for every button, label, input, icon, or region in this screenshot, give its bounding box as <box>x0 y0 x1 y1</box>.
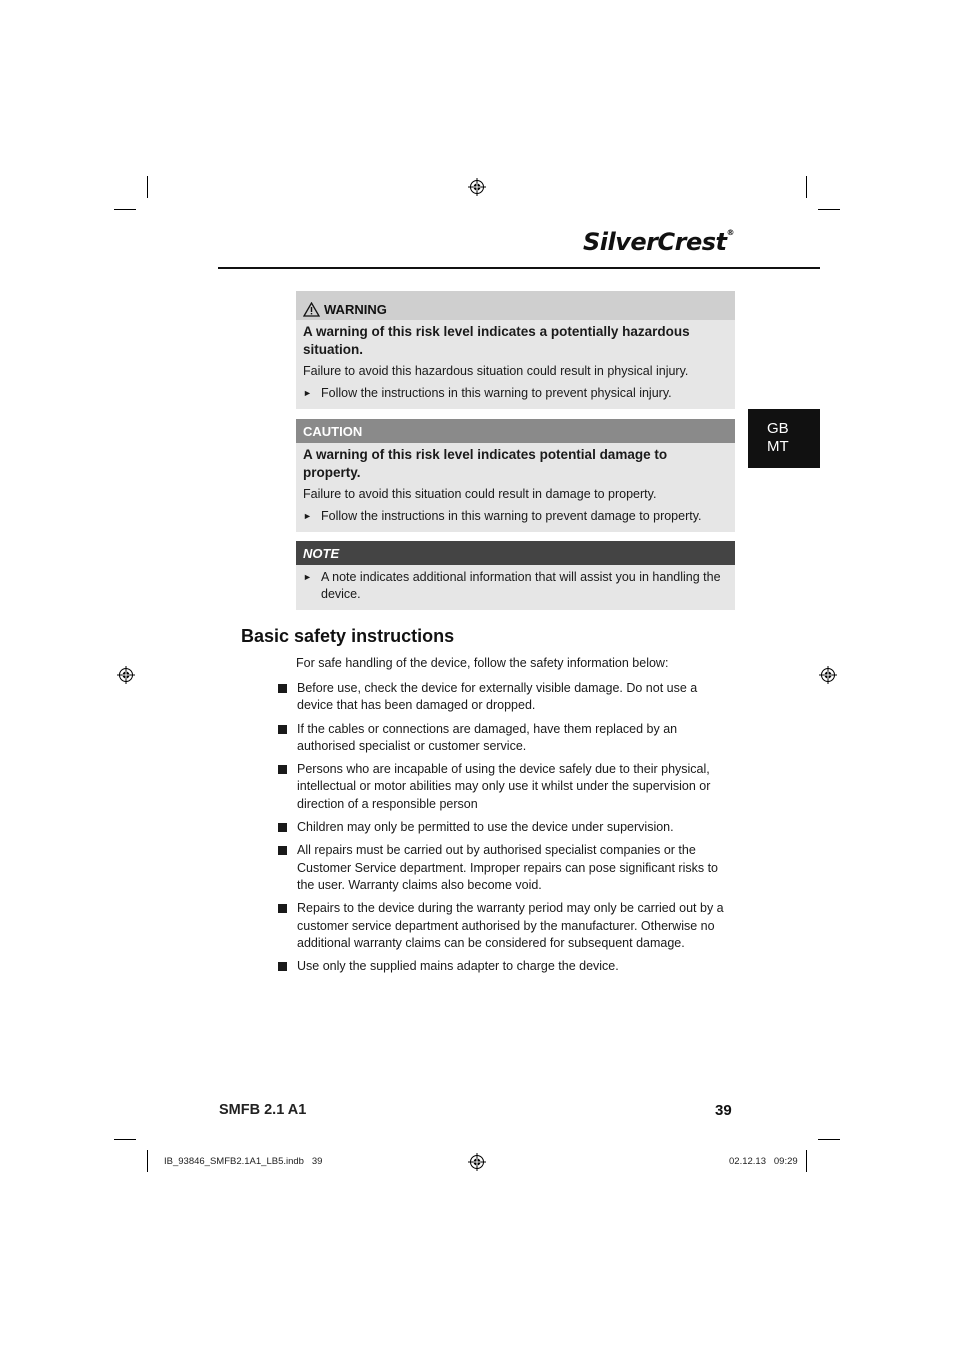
caution-box <box>296 419 735 532</box>
crop-mark <box>818 209 840 210</box>
footer-model: SMFB 2.1 A1 <box>219 1102 307 1118</box>
warning-heading: WARNING <box>324 302 387 317</box>
page-number: 39 <box>715 1102 732 1119</box>
crop-mark <box>147 1150 148 1172</box>
square-bullet-icon <box>278 846 287 855</box>
caution-instruction-text: Follow the instructions in this warning to prevent damage to property. <box>321 509 702 523</box>
bullet-text: All repairs must be carried out by authorised specialist companies or the Customer Service department. Improper repairs can pose significant risks to the user. Warranty claims also become void. <box>297 843 719 892</box>
crop-mark <box>114 209 136 210</box>
language-tab <box>748 409 820 468</box>
list-item <box>277 819 732 836</box>
crop-mark <box>806 1150 807 1172</box>
note-instruction-text: A note indicates additional information that will assist you in handling the device. <box>321 570 721 601</box>
caution-lead: A warning of this risk level indicates potential damage to property. <box>303 447 668 480</box>
safety-bullet-list <box>277 680 732 981</box>
note-header <box>296 541 735 565</box>
registration-mark-icon <box>468 178 486 196</box>
caution-body <box>296 443 735 532</box>
warning-header <box>296 291 735 320</box>
list-item <box>277 900 732 952</box>
caution-instruction <box>303 508 725 525</box>
square-bullet-icon <box>278 962 287 971</box>
list-item <box>277 842 732 894</box>
warning-box <box>296 291 735 409</box>
square-bullet-icon <box>278 725 287 734</box>
note-box <box>296 541 735 610</box>
crop-mark <box>818 1139 840 1140</box>
bullet-text: If the cables or connections are damaged, have them replaced by an authorised specialist or customer service. <box>297 721 678 753</box>
note-heading: NOTE <box>303 546 340 561</box>
caution-header <box>296 419 735 443</box>
square-bullet-icon <box>278 823 287 832</box>
file-slug: IB_93846_SMFB2.1A1_LB5.indb 39 <box>164 1156 323 1167</box>
header-rule <box>218 267 820 269</box>
list-item <box>277 680 732 715</box>
crop-mark <box>806 176 807 198</box>
brand-logo <box>583 228 734 256</box>
language-code-gb: GB <box>767 420 789 437</box>
warning-triangle-icon <box>303 302 320 317</box>
section-title: Basic safety instructions <box>241 626 455 646</box>
list-item <box>277 721 732 756</box>
language-code-mt: MT <box>767 438 789 455</box>
list-item <box>277 958 732 975</box>
section-intro: For safe handling of the device, follow the safety information below: <box>296 656 669 670</box>
warning-text: Failure to avoid this hazardous situation could result in physical injury. <box>303 364 689 378</box>
caution-heading: CAUTION <box>303 424 363 439</box>
crop-mark <box>147 176 148 198</box>
registration-mark-icon <box>117 666 135 684</box>
warning-body <box>296 320 735 409</box>
square-bullet-icon <box>278 684 287 693</box>
print-timestamp: 02.12.13 09:29 <box>729 1156 798 1167</box>
bullet-text: Before use, check the device for externally visible damage. Do not use a device that has been damaged or dropped. <box>297 681 698 713</box>
brand-registered-mark: ® <box>726 228 734 237</box>
square-bullet-icon <box>278 904 287 913</box>
bullet-text: Persons who are incapable of using the device safely due to their physical, intellectual or motor abilities may only use it whilst under the supervision or direction of a responsible person <box>297 762 711 811</box>
registration-mark-icon <box>468 1153 486 1171</box>
warning-instruction-text: Follow the instructions in this warning to prevent physical injury. <box>321 386 672 400</box>
square-bullet-icon <box>278 765 287 774</box>
caution-text: Failure to avoid this situation could result in damage to property. <box>303 487 657 501</box>
arrow-right-icon: ► <box>303 388 312 398</box>
note-body <box>296 565 735 610</box>
list-item <box>277 761 732 813</box>
warning-instruction <box>303 385 725 402</box>
note-instruction <box>303 569 725 603</box>
bullet-text: Children may only be permitted to use the device under supervision. <box>297 820 674 835</box>
registration-mark-icon <box>819 666 837 684</box>
arrow-right-icon: ► <box>303 572 312 582</box>
bullet-text: Repairs to the device during the warranty period may only be carried out by a customer service department authorised by the manufacturer. Otherwise no additional warranty claims can be considered for subsequent damage. <box>297 901 724 950</box>
arrow-right-icon: ► <box>303 511 312 521</box>
crop-mark <box>114 1139 136 1140</box>
warning-lead: A warning of this risk level indicates a potentially hazardous situation. <box>303 324 690 357</box>
bullet-text: Use only the supplied mains adapter to charge the device. <box>297 959 619 974</box>
brand-name: SilverCrest <box>583 228 727 256</box>
